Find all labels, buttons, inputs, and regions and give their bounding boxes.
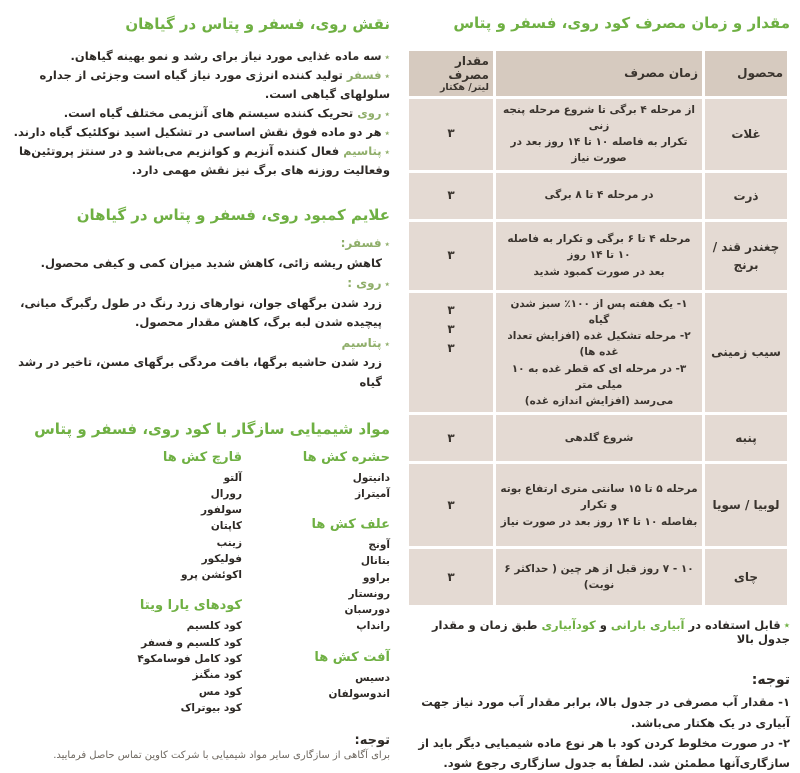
header-amount-line2: لیتر/ هکتار: [439, 81, 489, 93]
chemical-item: کود کلسیم و فسفر: [141, 636, 242, 649]
chemical-group: [130, 450, 242, 584]
chemical-item: کود کلسیم: [186, 620, 242, 633]
amount-value: ۳: [447, 126, 455, 141]
chemical-group-heading: کودهای یارا ویتا: [139, 598, 242, 614]
table-footnote: [406, 618, 790, 646]
chemical-item: رورال: [210, 487, 242, 500]
cell-product: غلات: [705, 99, 787, 170]
chemical-group: [130, 598, 242, 716]
footnote-green1: آبیاری بارانی: [610, 618, 685, 633]
chemical-item: کود بیوتراک: [180, 701, 242, 714]
chemical-item: اکوئشن پرو: [180, 569, 242, 582]
note-item: ۱- مقدار آب مصرفی در جدول بالا، برابر مقدار آب مورد نیاز جهت آبیاری در یک هکتار می‌باشد.: [421, 695, 790, 730]
bullet-text: تحریک کننده سیستم های آنزیمی مختلف گیاه است.: [63, 105, 354, 120]
cell-time: [496, 222, 702, 290]
header-amount-line1: مقدار مصرف: [448, 53, 489, 82]
bullet-text: تولید کننده انرژی مورد نیاز گیاه است وجزئی از جداره سلولهای گیاهی است.: [39, 67, 390, 101]
role-bullet: [10, 142, 390, 180]
symptom-description: پیچیده شدن لبه برگ، کاهش مقدار محصول.: [135, 315, 382, 330]
cell-time: [496, 415, 702, 461]
time-line: ۳- در مرحله ای که قطر غده به ۱۰ میلی متر: [511, 362, 687, 391]
table-row: [409, 222, 787, 290]
symptom-label: [10, 233, 390, 253]
left-column: [4, 0, 396, 761]
chemical-item: اندوسولفان: [328, 687, 390, 700]
chemical-item: کود کامل فوسامکو۴: [137, 652, 242, 665]
cell-time: [496, 293, 702, 413]
left-note-title: توجه:: [354, 733, 390, 749]
chemical-item: آمیتراز: [355, 487, 390, 500]
chemical-item: رونستار: [348, 587, 390, 600]
table-row: [409, 549, 787, 605]
notes-list: [406, 692, 790, 773]
footnote-pre: قابل استفاده در: [688, 618, 781, 633]
amount-value: ۳: [447, 187, 455, 202]
symptom-star-icon: ٭: [384, 279, 390, 291]
cell-product: سیب زمینی: [705, 293, 787, 413]
cell-amount: [409, 173, 493, 219]
table-row: [409, 415, 787, 461]
bullet-star-icon: ٭: [384, 70, 390, 82]
role-bullet: [10, 123, 390, 142]
header-product: محصول: [705, 51, 787, 96]
cell-amount: [409, 415, 493, 461]
chemical-item: دورسبان: [344, 604, 390, 617]
bullet-text: هر دو ماده فوق نقش اساسی در تشکیل اسید نوکلئیک گیاه دارند.: [13, 124, 382, 139]
notes-title: توجه:: [751, 672, 790, 689]
header-amount: [409, 51, 493, 96]
symptom-description: زرد شدن برگهای جوان، نوارهای زرد رنگ در طول رگبرگ میانی،: [20, 295, 382, 310]
usage-table-header-row: [409, 51, 787, 96]
cell-product: چای: [705, 549, 787, 605]
chemical-item: بتانال: [360, 555, 390, 568]
chemical-columns: [10, 450, 390, 731]
role-bullets: [10, 47, 390, 180]
chemical-group-heading: حشره کش ها: [302, 449, 390, 465]
header-time: زمان مصرف: [496, 51, 702, 96]
time-line: بفاصله ۱۰ تا ۱۴ روز بعد در صورت نیاز: [500, 515, 698, 528]
section-deficiency-title: علایم کمبود روی، فسفر و پتاس در گیاهان: [76, 205, 390, 224]
amount-value: ۳: [447, 321, 455, 336]
bullet-star-icon: ٭: [384, 51, 390, 63]
cell-time: [496, 173, 702, 219]
usage-table: [406, 48, 790, 609]
symptom-star-icon: ٭: [384, 338, 390, 350]
footnote-post: طبق زمان و مقدار جدول بالا: [431, 618, 790, 647]
chemical-item: کود مس: [198, 685, 242, 698]
symptom-label: [10, 273, 390, 293]
time-line: ۱- یک هفته پس از ۱۰۰٪ سبز شدن گیاه: [510, 297, 688, 326]
role-bullet: [10, 47, 390, 66]
symptom-nutrient: پتاسیم: [341, 335, 382, 350]
cell-time: [496, 464, 702, 546]
amount-value: ۳: [447, 497, 455, 512]
table-row: [409, 99, 787, 170]
bullet-keyword: پتاسیم: [339, 143, 382, 158]
cell-amount: [409, 549, 493, 605]
symptom-nutrient: روی :: [347, 276, 382, 291]
symptom-star-icon: ٭: [384, 239, 390, 251]
footnote-green2: کودآبیاری: [541, 618, 596, 633]
cell-time: [496, 99, 702, 170]
chemical-column-right: [242, 450, 390, 731]
chemical-group: [242, 517, 390, 635]
time-line: شروع گلدهی: [564, 432, 634, 445]
bullet-text: فعال کننده آنزیم و کوانزیم می‌باشد و در سنتز پروتئین‌ها وفعالیت روزنه های برگ نیز نقش مهمی دارد.: [18, 143, 390, 178]
time-line: می‌رسد (افزایش اندازه غده): [524, 395, 674, 408]
role-bullet: [10, 104, 390, 123]
cell-product: چغندر قند / برنج: [705, 222, 787, 290]
chemical-item: براوو: [362, 571, 390, 584]
left-note-text: برای آگاهی از سازگاری سایر مواد شیمیایی با شرکت کاوین تماس حاصل فرمایید.: [53, 750, 390, 762]
amount-value: ۳: [447, 569, 455, 584]
cell-time: [496, 549, 702, 605]
bullet-text: سه ماده غذایی مورد نیاز برای رشد و نمو بهینه گیاهان.: [70, 48, 382, 63]
chemical-group: [242, 450, 390, 503]
time-line: مرحله ۵ تا ۱۵ سانتی متری ارتفاع بوته و تکرار: [500, 483, 698, 512]
deficiency-items: [10, 233, 390, 392]
table-row: [409, 173, 787, 219]
cell-amount: [409, 464, 493, 546]
cell-product: پنبه: [705, 415, 787, 461]
footnote-star-icon: ٭: [783, 618, 790, 633]
chemical-item: آونج: [368, 539, 390, 552]
cell-product: ذرت: [705, 173, 787, 219]
chemical-group-heading: علف کش ها: [311, 517, 390, 533]
notes-section: [406, 672, 790, 773]
chemical-group-heading: قارچ کش ها: [162, 449, 242, 465]
chemical-item: دسیس: [355, 671, 390, 684]
time-line: ۲- مرحله تشکیل غده (افزایش تعداد غده ها): [507, 330, 691, 359]
chemical-item: کود منگنز: [192, 669, 242, 682]
time-line: ۱۰ - ۷ روز قبل از هر چین ( حداکثر ۶ نوبت): [504, 563, 694, 592]
table-row: [409, 464, 787, 546]
bullet-keyword: فسفر: [342, 67, 382, 82]
symptom-description: زرد شدن حاشیه برگها، بافت مردگی برگهای مسن، تاخیر در رشد گیاه: [18, 355, 382, 389]
time-line: در مرحله ۴ تا ۸ برگی: [544, 189, 654, 202]
chemical-item: سولفور: [200, 504, 242, 517]
cell-amount: [409, 99, 493, 170]
chemical-item: فولیکور: [201, 552, 242, 565]
section-compatibility-title: مواد شیمیایی سازگار با کود روی، فسفر و پتاس: [34, 420, 390, 439]
chemical-column-left: [10, 450, 242, 731]
time-line: مرحله ۴ تا ۶ برگی و تکرار به فاصله ۱۰ تا ۱۴ روز: [507, 233, 691, 262]
symptom-nutrient: فسفر:: [340, 236, 382, 251]
table-row: [409, 293, 787, 413]
bullet-star-icon: ٭: [384, 146, 390, 158]
cell-amount: [409, 293, 493, 413]
bullet-keyword: روی: [353, 105, 382, 120]
chemical-item: دانیتول: [352, 471, 390, 484]
footnote-mid: و: [599, 618, 607, 633]
symptom-label: [10, 333, 390, 353]
bullet-star-icon: ٭: [384, 127, 390, 139]
cell-product: لوبیا / سویا: [705, 464, 787, 546]
time-line: بعد در صورت کمبود شدید: [533, 265, 665, 278]
chemical-group: [242, 650, 390, 703]
chemical-item: رانداپ: [356, 620, 390, 633]
amount-value: ۳: [447, 340, 455, 355]
time-line: تکرار به فاصله ۱۰ تا ۱۴ روز بعد در صورت نیاز: [510, 136, 688, 165]
role-bullet: [10, 66, 390, 104]
amount-value: ۳: [447, 430, 455, 445]
note-item: ۲- در صورت مخلوط کردن کود با هر نوع ماده شیمیایی دیگر باید از سازگاری‌آنها مطمئن شد. لطفاً به جدول سازگاری رجوع شود.: [418, 735, 790, 770]
chemical-item: آلتو: [223, 471, 242, 484]
amount-value: ۳: [447, 247, 455, 262]
usage-table-title: مقدار و زمان مصرف کود روی، فسفر و پتاس: [453, 14, 790, 32]
amount-value: ۳: [447, 302, 455, 317]
bullet-star-icon: ٭: [384, 108, 390, 120]
symptom-description: کاهش ریشه زائی، کاهش شدید میزان کمی و کیفی محصول.: [40, 255, 382, 270]
cell-amount: [409, 222, 493, 290]
chemical-item: کاپتان: [210, 520, 242, 533]
chemical-group-heading: آفت کش ها: [314, 649, 390, 665]
right-column: [400, 0, 796, 773]
time-line: از مرحله ۴ برگی تا شروع مرحله پنجه زنی: [503, 103, 695, 132]
chemical-item: زینب: [216, 536, 242, 549]
section-role-title: نقش روی، فسفر و پتاس در گیاهان: [125, 15, 390, 33]
